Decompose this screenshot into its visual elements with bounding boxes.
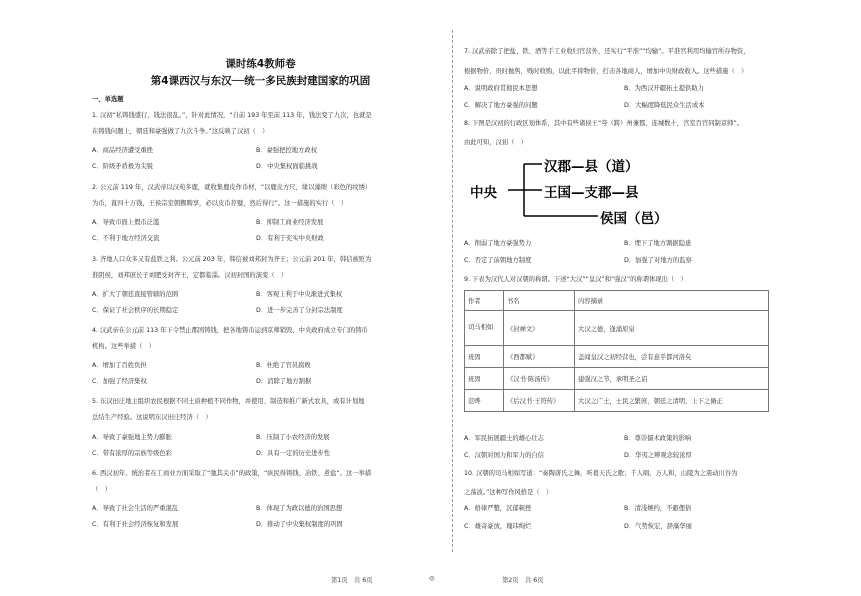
question-stem-line: 5. 东汉田庄地主组织农民根据不同土质种植不同作物，并使用、制造和推广新式农具，或有计划地 [92,398,365,405]
table-cell: 《西都赋》 [504,346,575,368]
question-stem-line: 6. 西汉初年，统治者在工商业方面采取了“弛其关市”的政策，“纵民得铸钱、冶铁、煮盐”。这一举措 [92,470,372,477]
question-stem-line: （ ） [92,486,111,493]
question-9-table [464,290,769,412]
answer-option: D．有利于充实中央财政 [256,235,324,242]
table-cell: 范晔 [465,390,504,412]
table-cell: 班固 [465,346,504,368]
answer-option: C．雄奇豪放，瑰玮绚烂 [464,523,532,530]
answer-option: C．阶级矛盾极为尖锐 [92,163,154,170]
table-cell: 盖闻皇汉之初经营也，尝有意乎都河洛矣 [575,346,769,368]
answer-option: B．杜绝了官员腐败 [256,362,311,369]
diagram-root: 中央 [470,185,497,201]
question-stem-line: 机构。这些举措（ ） [92,343,155,350]
footer-mark-icon: ◎ [429,575,435,582]
page-number-left: 第1页 共 6页 [331,577,373,584]
answer-option: A．格律严整，沉郁顿挫 [464,505,532,512]
answer-option: B．埋下了地方割据隐患 [624,240,692,247]
table-header-row [465,291,769,311]
section-heading: 一、单选题 [92,96,124,103]
table-cell: 《封禅文》 [504,311,575,346]
answer-option: C．否定了前朝地方制度 [464,257,532,264]
page-title: 课时练4教师卷 [225,58,296,70]
answer-option: B．清浅婉约，不避俚俗 [624,505,692,512]
table-cell: 司马相如 [465,311,504,346]
table-cell: 《汉书·陈汤传》 [504,368,575,390]
question-stem-line: 7. 汉武帝除了把盐、铁、酒等手工业收归官营外，还实行“平准”“均输”。平准官利用均输官所存物资， [464,48,750,55]
answer-option: C．不利于地方经济交流 [92,235,160,242]
answer-option: A．削弱了地方豪强势力 [464,240,532,247]
table-header-cell: 作者 [465,291,504,311]
answer-option: B．豪强把控地方政权 [256,147,317,154]
answer-option: A．军民拓展疆土的雄心壮志 [464,435,544,442]
question-stem-line: 在铸钱问题上，朝廷和豪强做了九次斗争。”这反映了汉初（ ） [92,128,269,135]
answer-option: B．为西汉开疆拓土提供助力 [624,85,704,92]
table-cell: 班固 [465,368,504,390]
answer-option: A．商品经济遭受重挫 [92,147,153,154]
answer-option: C．汉朝对国力和军力的自信 [464,452,544,459]
answer-option: D．消除了地方割据 [256,378,312,385]
table-row [465,368,769,390]
table-header-cell: 内容摘录 [575,291,769,311]
table-row [465,346,769,368]
question-stem-line: 2. 公元前 119 年，汉武帝以汉苑多鹿，就收集鹿皮作币材，“以鹿皮方尺，缘以藻缋（彩色的纹绣） [92,184,372,191]
table-cell: 建强汉之节，承明圣之诏 [575,368,769,390]
answer-option: D．大幅度降低民众生活成本 [624,102,705,109]
table-row [465,311,769,346]
answer-option: D．进一步完善了分封宗法制度 [256,307,343,314]
question-stem-line: 为币，直四十万钱，王侯宗室朝觐聘享，必以皮币荐璧，然后得行”。这一措施的实行（ ） [92,200,348,207]
answer-option: A．导致市面上假币泛滥 [92,219,160,226]
table-row [465,390,769,412]
page-number-right: 第2页 共 6页 [502,577,544,584]
answer-option: B．抑制工商业经济发展 [256,219,324,226]
answer-option: A．增加了百姓负担 [92,362,147,369]
question-stem-line: 根据物价，贵时抛售，贱时收购，以此平抑物价，打击各地商人，增加中央财政收入。这些措施（ ） [464,68,748,75]
answer-option: C．有利于社会经济恢复和发展 [92,521,179,528]
answer-option: D．华夷之辨观念较浓厚 [624,452,692,459]
table-cell: 大汉之广土，士民之繁庶，朝廷之清明，上下之脩正 [575,390,769,412]
diagram-branch-3: 侯国（邑） [600,211,668,227]
answer-option: C．解决了地方豪强的问题 [464,102,538,109]
question-stem-line: 淮阴侯，刘邦庶长子刘肥受封齐王，定都临淄。汉初封国的演变（ ） [92,272,288,279]
answer-option: D．中央集权面临挑战 [256,163,318,170]
answer-option: D．具有一定的历史进步性 [256,450,331,457]
answer-option: D．加强了对地方的监察 [624,257,692,264]
answer-option: A．导致了豪强地主势力膨胀 [92,434,172,441]
answer-option: C．保证了社会秩序的长期稳定 [92,307,179,314]
lesson-title: 第4课西汉与东汉──统一多民族封建国家的巩固 [150,75,371,87]
answer-option: A．导致了社会生活的严重混乱 [92,505,179,512]
question-stem-line: 8. 下图是汉初的行政区划体系，其中有些诸侯王“夸（跨）州兼郡，连城数十，宫室百官同制京师”。 [464,120,744,127]
question-stem-line: 3. 齐地人口众多又有盐铁之利。公元前 203 年，韩信被刘邦封为齐王；公元前 201 年，韩信被贬为 [92,256,372,263]
column-divider [452,30,453,552]
question-stem-line: 由此可知，汉初（ ） [464,139,527,146]
answer-option: D．气势恢宏，辞藻华丽 [624,523,692,530]
question-stem-line: 1. 汉初“私铸钱盛行，钱法很乱。”，针对此情况，“自前 193 年至前 113 年，钱法变了九次，也就是 [92,112,372,119]
answer-option: B．客观上利于中央渐进式集权 [256,291,343,298]
answer-option: D．推动了中央集权制度的巩固 [256,521,343,528]
question-stem-line: 9. 下表为汉代人对汉朝的称谓。下述“大汉”“皇汉”和“强汉”的称谓体现出（ ） [464,276,687,283]
question-stem-line: 总结生产经验。这说明东汉田庄经济（ ） [92,414,212,421]
answer-option: A．说明政府贯彻民本思想 [464,85,538,92]
answer-option: C．加强了经济集权 [92,378,147,385]
question-stem-line: 4. 汉武帝在公元前 113 年下令禁止郡国铸钱，把各地铸币运到京师销毁，中央政府成立专门的铸币 [92,327,368,334]
table-header-cell: 书名 [504,291,575,311]
answer-option: B．尊崇儒术政策的影响 [624,435,692,442]
answer-option: C．带有浓厚的宗族等级色彩 [92,450,172,457]
diagram-branch-2: 王国—支郡—县 [544,185,639,201]
table-cell: 《后汉书·王符传》 [504,390,575,412]
table-cell: 大汉之德，逢涌原泉 [575,311,769,346]
answer-option: A．扩大了朝廷直接管辖的范围 [92,291,179,298]
admin-hierarchy-diagram [468,146,668,232]
answer-option: B．压制了小农经济的发展 [256,434,330,441]
answer-option: B．体现了为政以德的治国思想 [256,505,343,512]
question-stem-line: 10. 汉朝的司马相如写道：“奏陶唐氏之舞，听葛天氏之歌；千人唱，万人和，山陵为之震动川谷为 [464,470,738,477]
question-stem-line: 之荡波。”这种写作风格是（ ） [464,489,553,496]
diagram-branch-1: 汉郡—县（道） [544,159,639,175]
